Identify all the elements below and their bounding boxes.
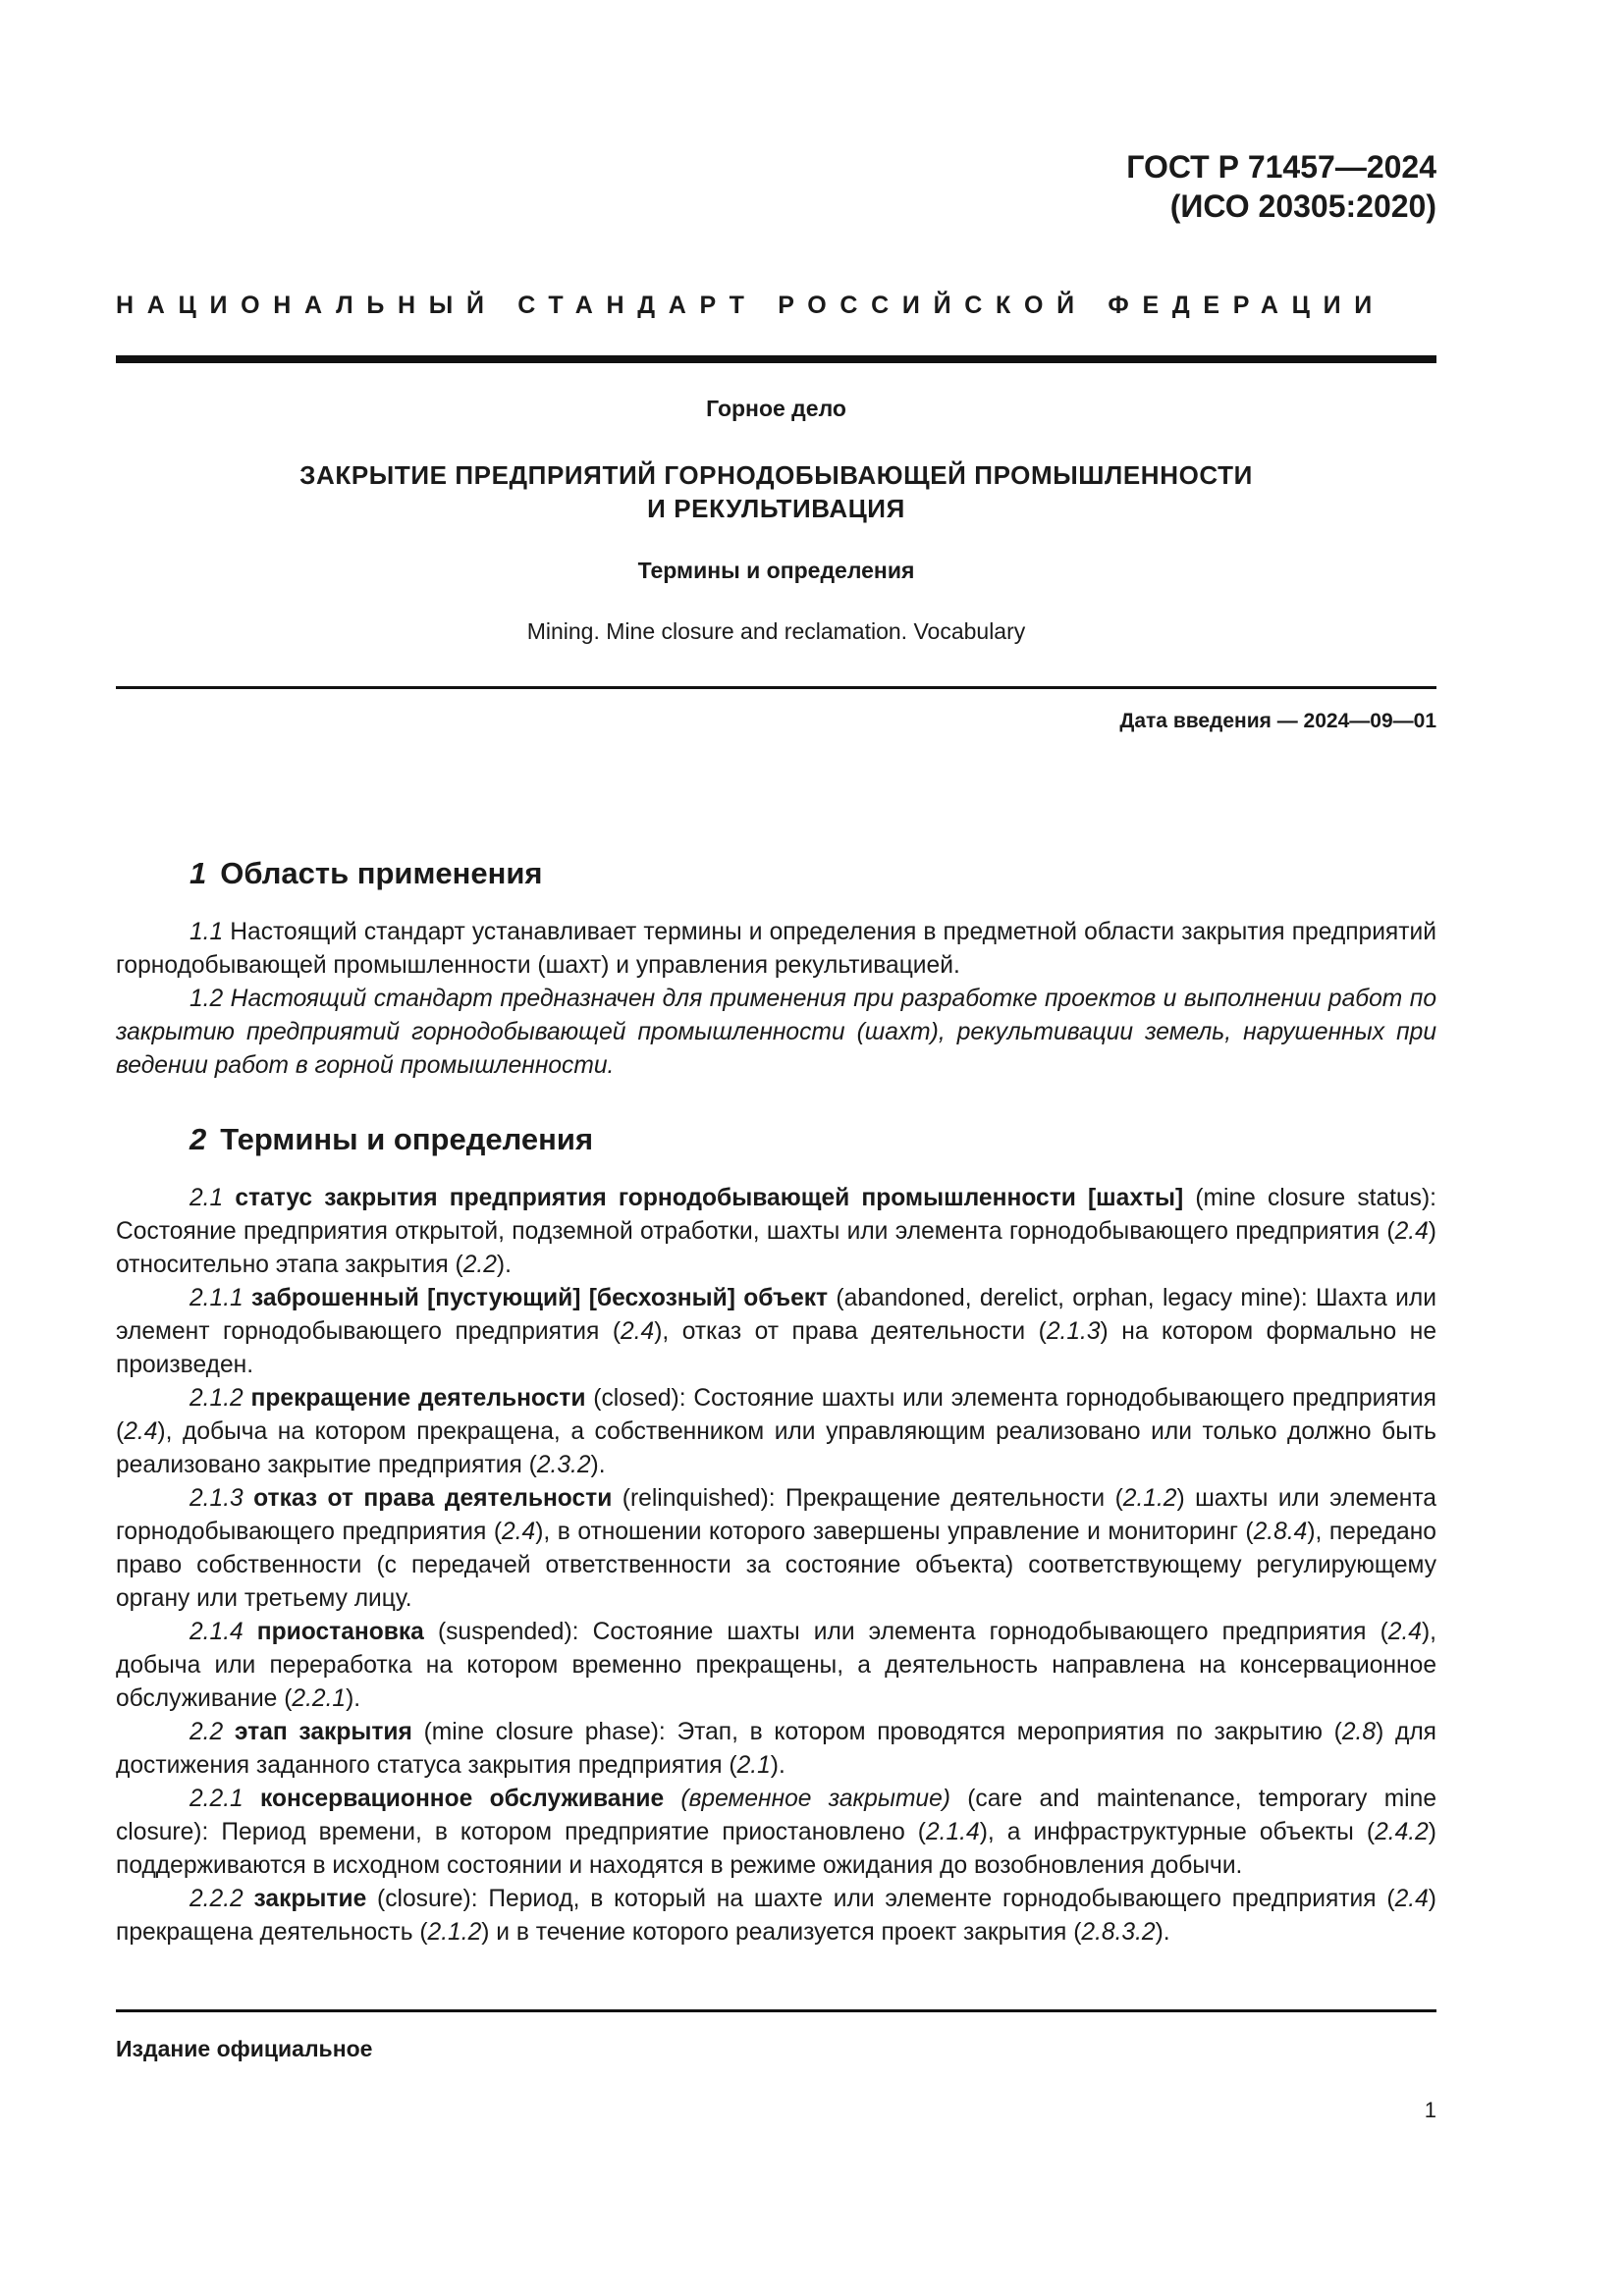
section-1-number: 1 <box>189 856 207 890</box>
document-page <box>116 0 1436 2296</box>
national-standard-heading: НАЦИОНАЛЬНЫЙ СТАНДАРТ РОССИЙСКОЙ ФЕДЕРАЦИИ <box>116 292 1385 319</box>
english-title: Mining. Mine closure and reclamation. Vocabulary <box>526 618 1026 644</box>
paragraph-1-1: 1.1 Настоящий стандарт устанавливает термины и определения в предметной области закрытия предприятий горнодобывающей промышленности (шахт) и управления рекультивацией. <box>116 919 1436 979</box>
standard-designation <box>1126 147 1436 226</box>
title-divider <box>116 686 1436 689</box>
iso-number: (ИСО 20305:2020) <box>1169 188 1436 224</box>
header-divider <box>116 355 1436 363</box>
document-subtitle: Термины и определения <box>637 558 915 583</box>
section-1-body <box>116 916 1436 1083</box>
section-2-number: 2 <box>189 1122 207 1156</box>
section-2-body <box>116 1182 1436 1949</box>
paragraph-1-2: 1.2 Настоящий стандарт предназначен для применения при разработке проектов и выполнении работ по закрытию предприятий горнодобывающей промышленности (шахт), рекультивации земель, нарушенных при ведении работ в горной промышленности. <box>116 986 1436 1079</box>
term-entry: 2.2.1 консервационное обслуживание (временное закрытие) (care and maintenance, temporary mine closure): Период времени, в котором предприятие приостановлено (2.1.4), а инфраструктурные объекты (2.4.2) поддерживаются в исходном состоянии и находятся в режиме ожидания до возобновления добычи. <box>116 1786 1436 1879</box>
document-title <box>116 458 1436 525</box>
section-1-heading <box>189 856 543 891</box>
topic-heading: Горное дело <box>706 396 846 421</box>
term-entry: 2.1.4 приостановка (suspended): Состояние шахты или элемента горнодобывающего предприятия (2.4), добыча или переработка на котором временно прекращены, а деятельность направлена на консервационное обслуживание (2.2.1). <box>116 1619 1436 1712</box>
standard-number: ГОСТ Р 71457—2024 <box>1126 149 1436 185</box>
title-line-2: И РЕКУЛЬТИВАЦИЯ <box>647 494 905 523</box>
introduction-date: Дата введения — 2024—09—01 <box>1119 710 1436 732</box>
section-2-heading <box>189 1122 593 1157</box>
term-entry: 2.1.2 прекращение деятельности (closed): Состояние шахты или элемента горнодобывающего предприятия (2.4), добыча на котором прекращена, а собственником или управляющим реализовано или только должно быть реализовано закрытие предприятия (2.3.2). <box>116 1385 1436 1478</box>
section-1-title: Область применения <box>220 856 543 890</box>
term-entry: 2.1.1 заброшенный [пустующий] [бесхозный] объект (abandoned, derelict, orphan, legacy mine): Шахта или элемент горнодобывающего предприятия (2.4), отказ от права деятельности (2.1.3) на котором формально не произведен. <box>116 1285 1437 1378</box>
term-entry: 2.2.2 закрытие (closure): Период, в который на шахте или элементе горнодобывающего предприятия (2.4) прекращена деятельность (2.1.2) и в течение которого реализуется проект закрытия (2.8.3.2). <box>116 1886 1436 1946</box>
title-line-1: ЗАКРЫТИЕ ПРЕДПРИЯТИЙ ГОРНОДОБЫВАЮЩЕЙ ПРОМЫШЛЕННОСТИ <box>299 460 1253 490</box>
term-entry: 2.2 этап закрытия (mine closure phase): Этап, в котором проводятся мероприятия по закрытию (2.8) для достижения заданного статуса закрытия предприятия (2.1). <box>116 1719 1436 1779</box>
footer-divider <box>116 2009 1436 2012</box>
page-number: 1 <box>1424 2098 1436 2122</box>
term-entry: 2.1 статус закрытия предприятия горнодобывающей промышленности [шахты] (mine closure status): Состояние предприятия открытой, подземной отработки, шахты или элемента горнодобывающего предприятия (2.4) относительно этапа закрытия (2.2). <box>116 1185 1436 1278</box>
section-2-title: Термины и определения <box>220 1122 594 1156</box>
official-edition-label: Издание официальное <box>116 2036 373 2061</box>
term-entry: 2.1.3 отказ от права деятельности (relinquished): Прекращение деятельности (2.1.2) шахты или элемента горнодобывающего предприятия (2.4), в отношении которого завершены управление и мониторинг (2.8.4), передано право собственности (с передачей ответственности за состояние объекта) соответствующему регулирующему органу или третьему лицу. <box>116 1485 1436 1612</box>
